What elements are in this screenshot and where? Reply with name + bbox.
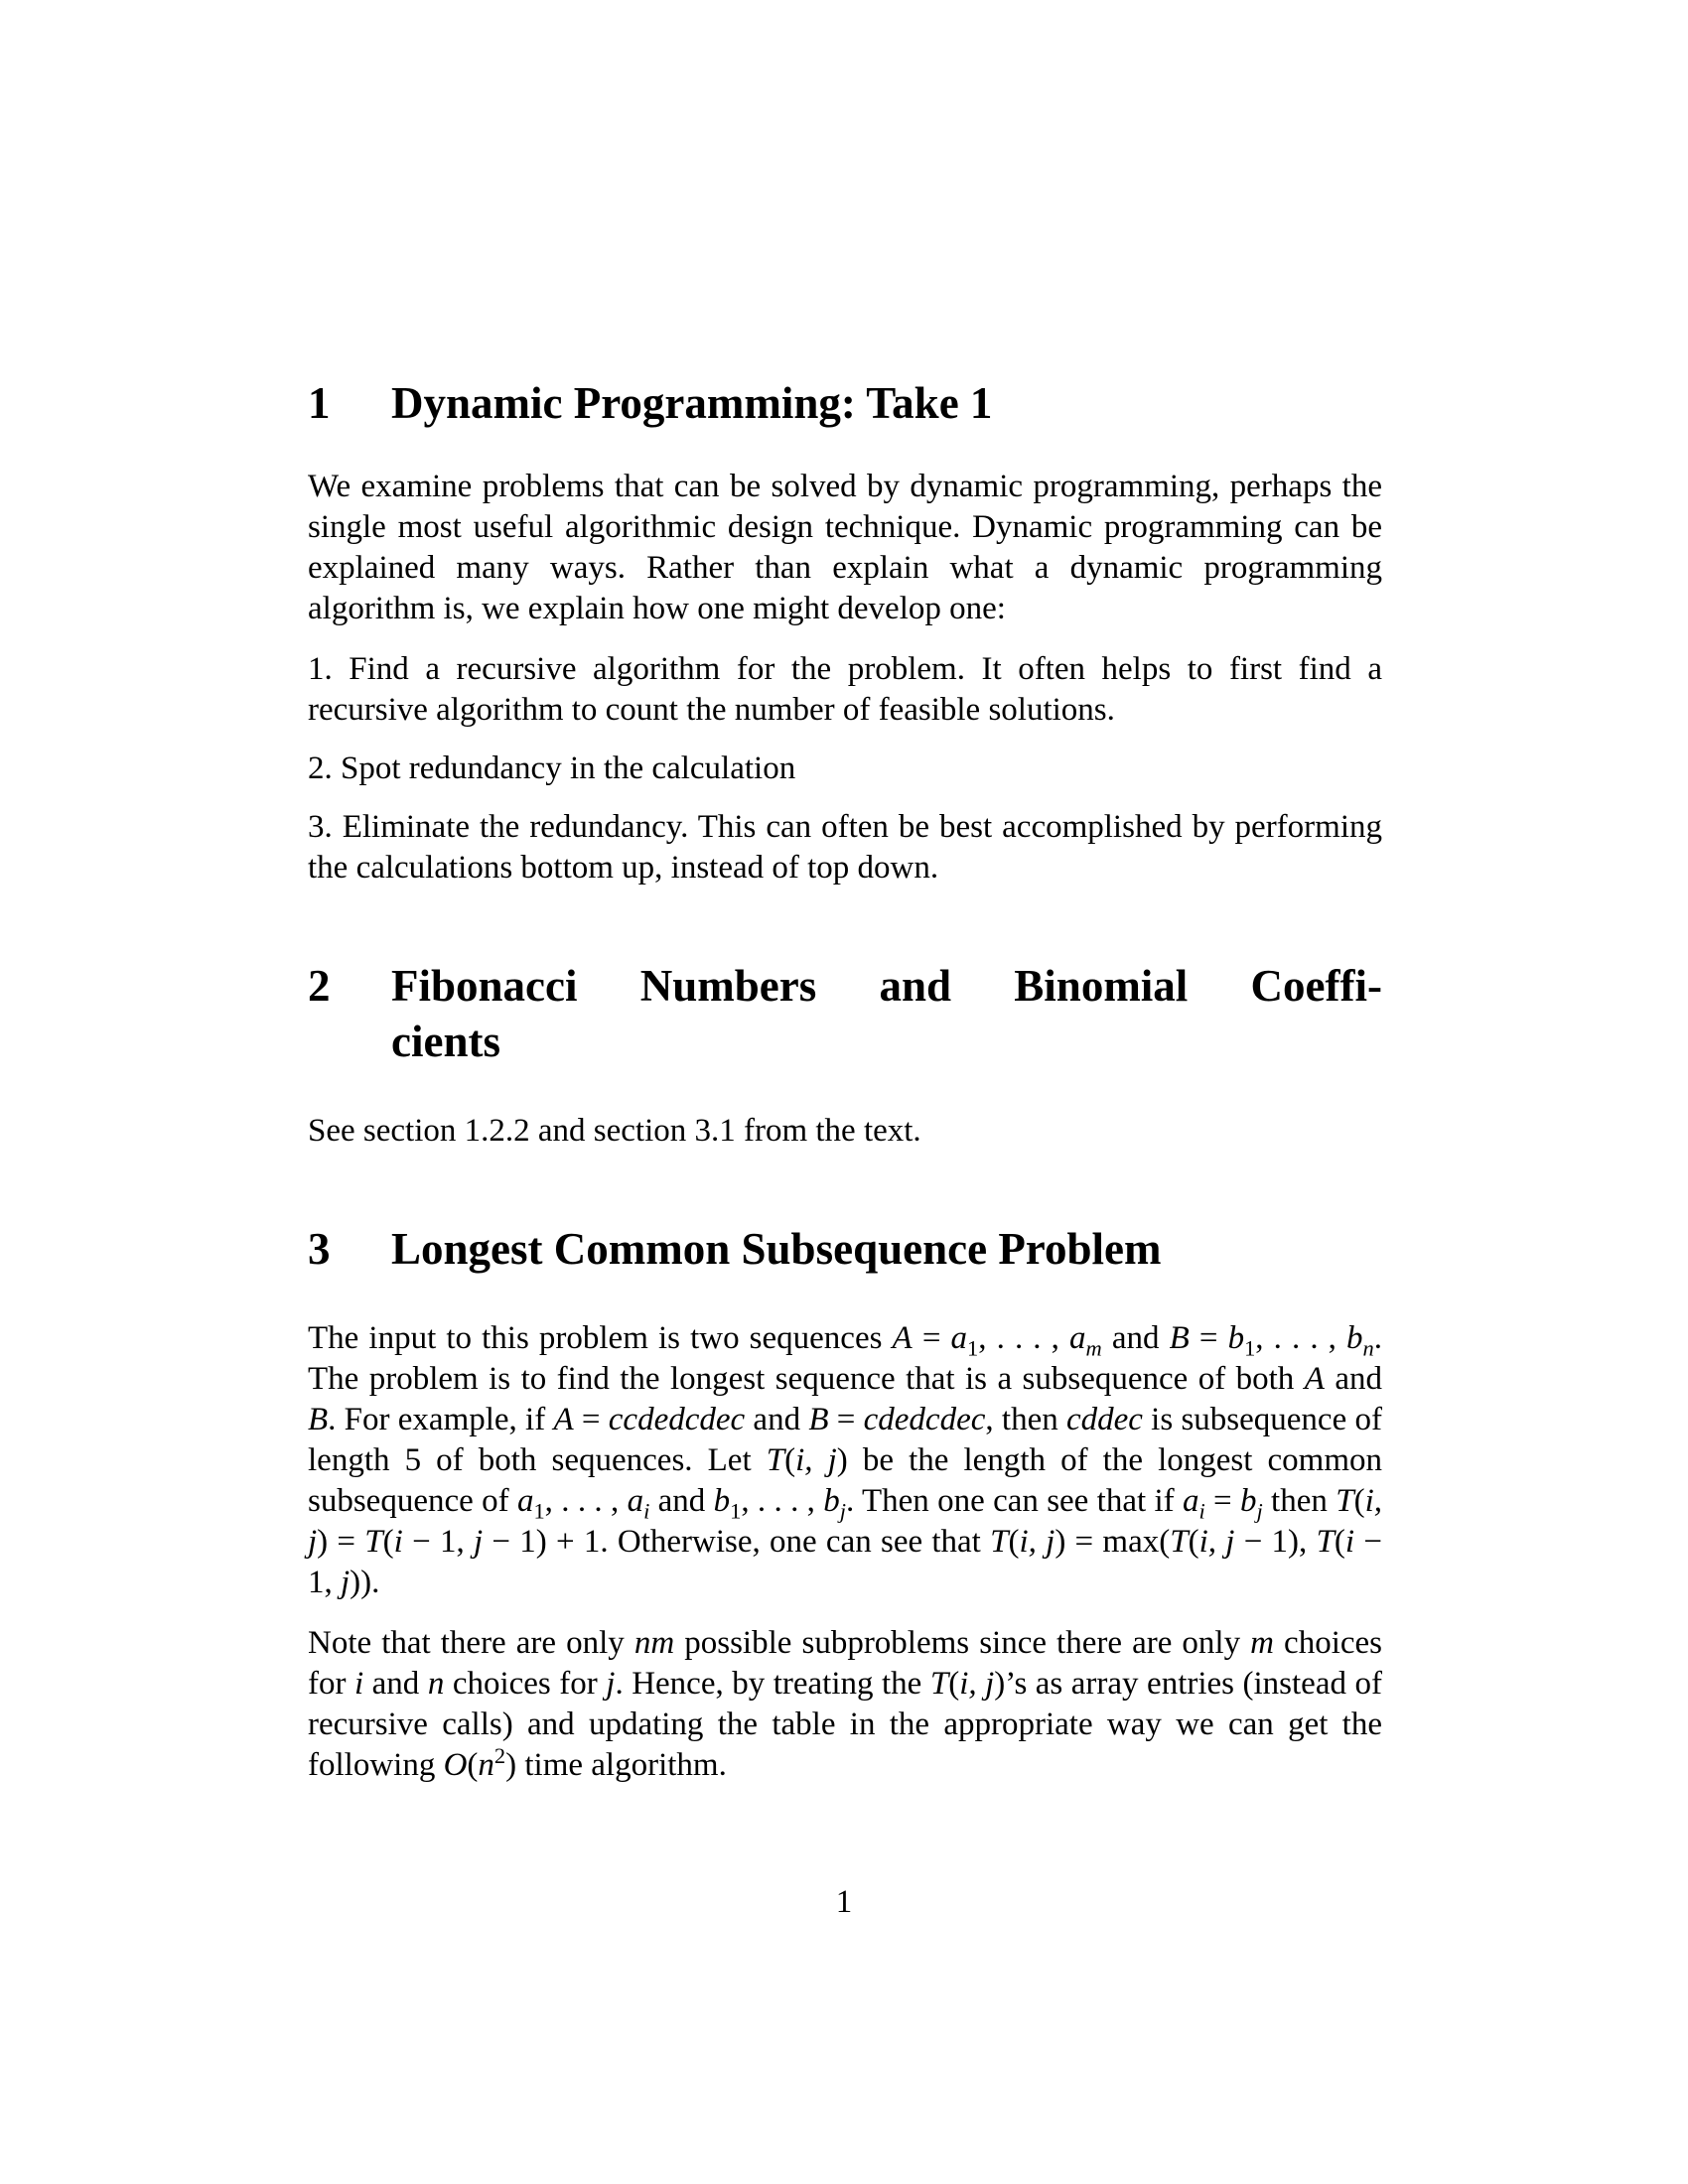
paragraph: Note that there are only nm possible subproblems since there are only m choices for i and n choices for j. Hence, by treating the T(i, j)’s as array entries (instead of recursive calls) and updating the table in the appropriate way we can get the following $O(n^2)$ time algorithm. (308, 1625, 1382, 1783)
list-item-3: 3. Eliminate the redundancy. This can often be best accomplished by performing the calculations bottom up, instead of top down. (308, 809, 1382, 886)
section-2-heading (308, 958, 1382, 1069)
section-1-title: Dynamic Programming: Take 1 (391, 378, 993, 428)
section-3-title: Longest Common Subsequence Problem (391, 1224, 1162, 1274)
section-1-heading (308, 375, 1382, 431)
page-footer (0, 1884, 1688, 1921)
page-content (308, 375, 1382, 1806)
page-number: 1 (835, 1884, 853, 1920)
section-2-title-line-2: cients (391, 1017, 500, 1066)
section-1-number: 1 (308, 378, 331, 428)
paragraph: The input to this problem is two sequences $A = a_1$, . . . , $a_m$ and $B = b_1$, . . . , $b_n$. The problem is to find the longest sequence that is a subsequence of both A and B. For example, if A = ccdedcdec and B = cdedcdec, then cddec is subsequence of length 5 of both sequences. Let T(i, j) be the length of the longest common subsequence of $a_1$, . . . , $a_i$ and $b_1$, . . . , $b_j$. Then one can see that if $a_i = b_j$ then T(i, j) = T(i − 1, j − 1) + 1. Otherwise, one can see that T(i, j) = max(T(i, j − 1), T(i − 1, j)). (308, 1320, 1382, 1600)
section-3-number: 3 (308, 1224, 331, 1274)
section-2-title-line-1: Fibonacci Numbers and Binomial Coeffi- (391, 961, 1382, 1011)
section-2-title (391, 958, 1382, 1069)
paragraph: We examine problems that can be solved by dynamic programming, perhaps the single most useful algorithmic design technique. Dynamic programming can be explained many ways. Rather than explain what a dynamic programming algorithm is, we explain how one might develop one: (308, 469, 1382, 626)
section-1 (308, 375, 1382, 888)
list-item-1: 1. Find a recursive algorithm for the problem. It often helps to first find a recursive algorithm to count the number of feasible solutions. (308, 651, 1382, 728)
section-2-number: 2 (308, 961, 331, 1011)
paragraph: See section 1.2.2 and section 3.1 from the text. (308, 1113, 921, 1149)
section-3-heading (308, 1221, 1382, 1277)
section-3 (308, 1221, 1382, 1786)
list-item-2: 2. Spot redundancy in the calculation (308, 751, 796, 786)
section-2 (308, 958, 1382, 1152)
